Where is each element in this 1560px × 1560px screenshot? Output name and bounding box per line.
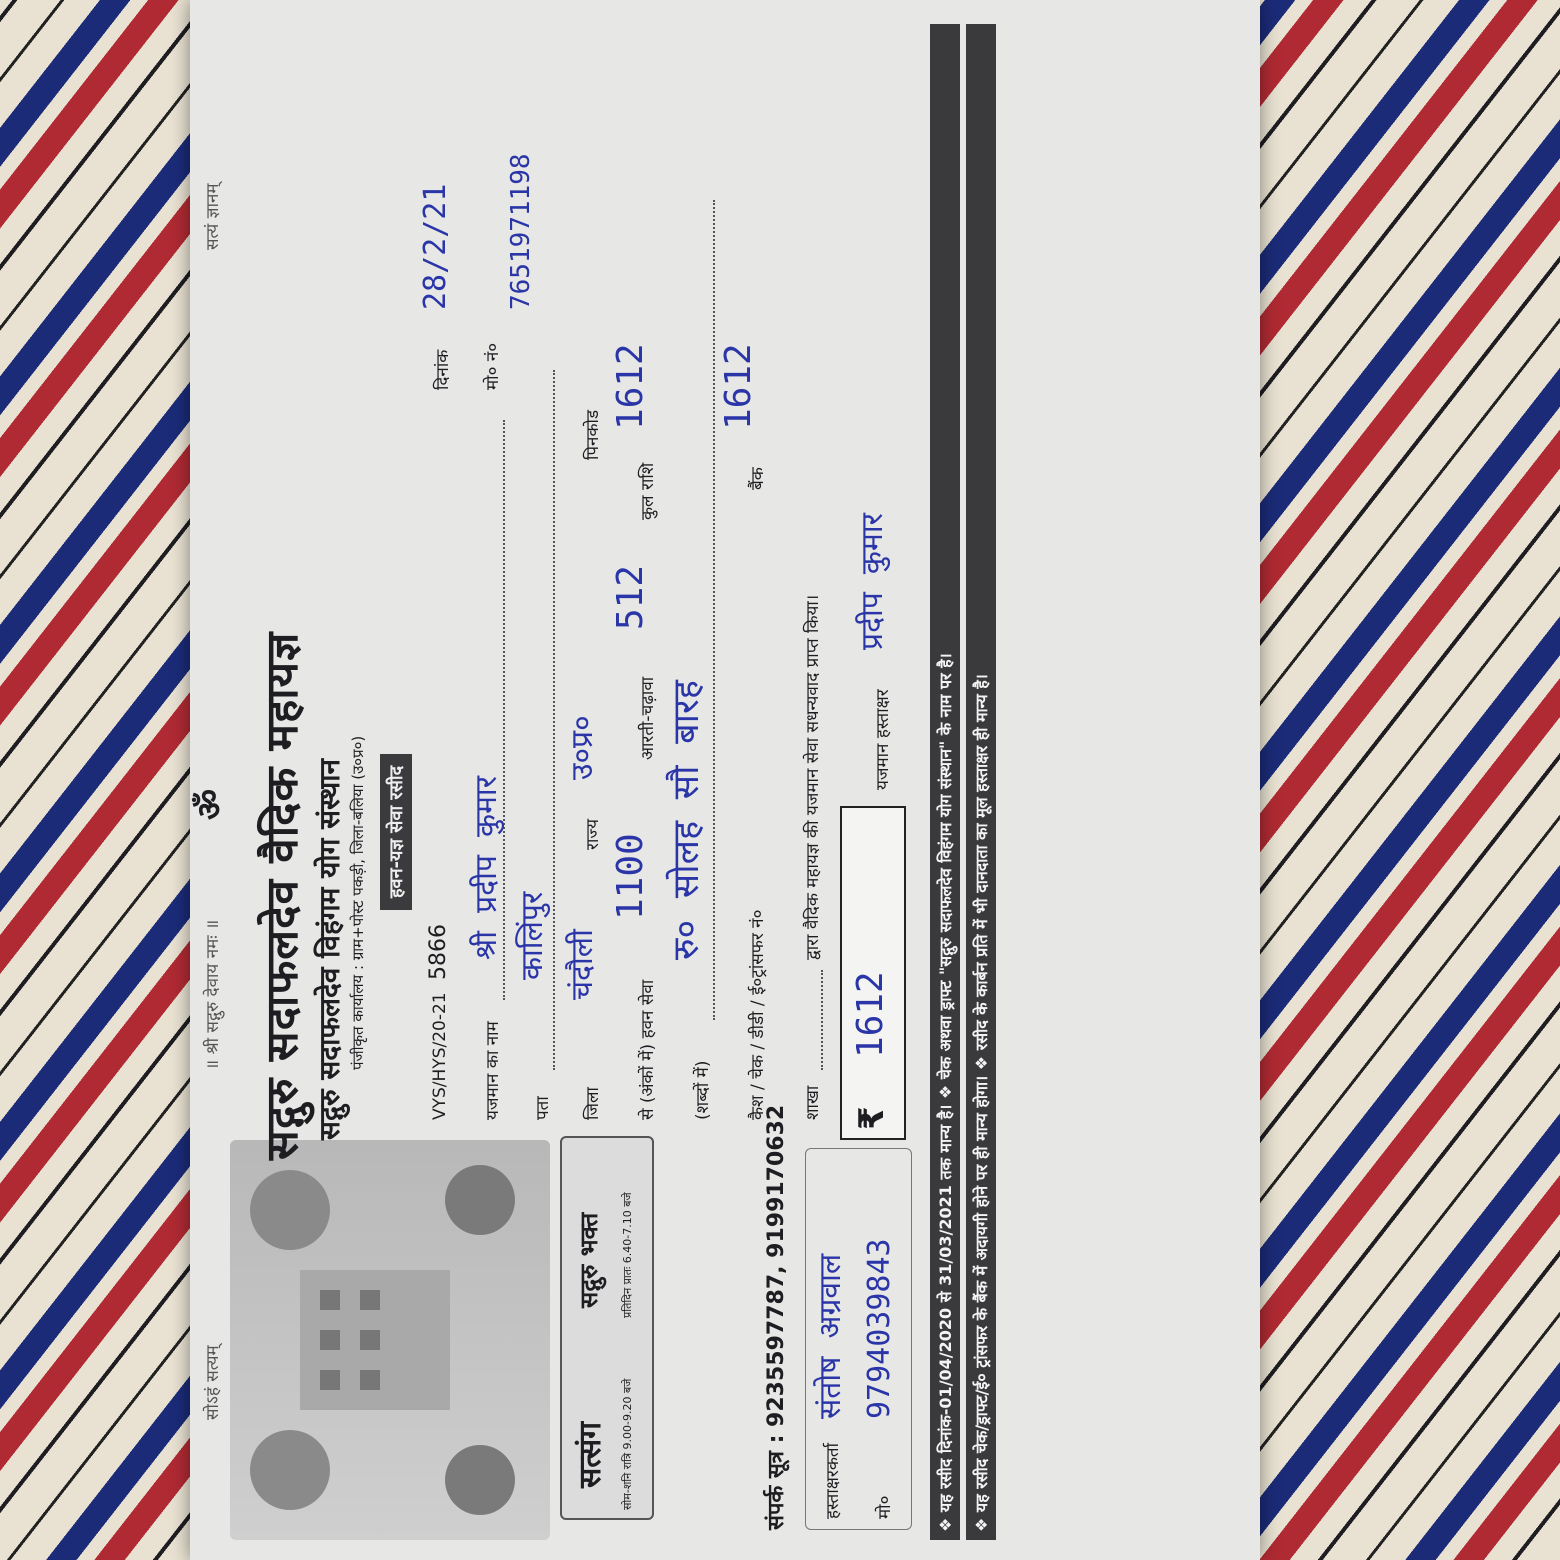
aarti-value: 512	[610, 564, 651, 630]
words-value: रु० सोलह सौ बारह	[666, 680, 707, 960]
amount-box	[840, 806, 906, 1140]
total-value: 1612	[610, 343, 651, 430]
tv-ad-box	[560, 1136, 654, 1520]
contact-numbers: संपर्क सूत्र : 9235597787, 9199170632	[764, 1104, 789, 1530]
district-label: जिला	[583, 1087, 603, 1120]
header-left-text: सोऽहं सत्यम्	[203, 1345, 223, 1420]
receipt-number-value: 5866	[426, 924, 451, 980]
footer-note-2: ❖ यह रसीद चेक/ड्राफ्ट/ई० ट्रांसफर के बैंक में अदायगी होने पर ही मान्य होगा। ❖ रसीद के कार्बन प्रति में भी दानदाता का मूल हस्ताक्षर ही मान्य है।	[966, 24, 996, 1540]
header-center-text: ॥ श्री सद्गुरु देवाय नमः ॥	[203, 919, 223, 1070]
mobile-value: 7651971198	[506, 153, 536, 310]
date-label: दिनांक	[433, 349, 453, 390]
aarti-label: आरती-चढ़ावा	[638, 676, 658, 760]
amount-digits-label: से (अंकों में) हवन सेवा	[638, 979, 658, 1120]
yajman-sign-label: यजमान हस्ताक्षर	[873, 689, 893, 790]
mobile-label: मो० नं०	[483, 342, 503, 390]
receipt-title: सद्गुरु सदाफलदेव वैदिक महायज्ञ	[257, 631, 308, 1160]
receiver-value: संतोष अग्रवाल	[813, 1253, 848, 1419]
tv-channel-name: सत्संग	[573, 1421, 608, 1488]
receipt-type-badge: हवन-यज्ञ सेवा रसीद	[380, 754, 412, 910]
state-label: राज्य	[583, 819, 603, 850]
magazine-name: सद्गुरु भक्त	[575, 1212, 603, 1308]
pincode-label: पिनकोड	[583, 409, 603, 460]
receiver-mobile-value: 9794039843	[862, 1238, 897, 1419]
date-value: 28/2/21	[418, 183, 453, 310]
district-value: चंदौली	[565, 929, 600, 1000]
receipt-number-label: VYS/HYS/20-21	[430, 992, 450, 1120]
payment-label: कैश / चेक / डीडी / ई०ट्रांसफर नं०	[748, 909, 768, 1120]
state-value: उ०प्र०	[565, 715, 600, 780]
om-symbol: ॐ	[190, 788, 230, 820]
receipt-content	[190, 20, 1090, 1540]
receiver-label: हस्ताक्षरकर्ता	[823, 1442, 843, 1519]
yajman-sign-value: प्रदीप कुमार	[855, 513, 890, 650]
address-label: पता	[533, 1096, 553, 1120]
org-address: पंजीकृत कार्यालय : ग्राम+पोस्ट पकड़ी, जिला-बलिया (उ०प्र०)	[349, 735, 367, 1070]
rupee-symbol: ₹	[852, 1106, 892, 1130]
bank-value: 1612	[718, 343, 759, 430]
receiver-mobile-label: मो०	[875, 1495, 895, 1519]
yajman-name-label: यजमान का नाम	[483, 1021, 503, 1120]
branch-label: शाखा	[803, 1085, 823, 1120]
words-label: (शब्दों में)	[693, 1060, 713, 1120]
header-right-text: सत्यं ज्ञानम्	[203, 183, 223, 250]
ashram-illustration-icon	[230, 1140, 550, 1540]
guru-images	[230, 1140, 550, 1540]
receiver-box	[805, 1148, 912, 1530]
amount-box-value: 1612	[850, 971, 891, 1058]
amount-digits-value: 1100	[610, 833, 651, 920]
total-label: कुल राशि	[638, 462, 658, 520]
branch-suffix: द्वारा वैदिक महायज्ञ की यजमान सेवा सधन्यवाद प्राप्त किया।	[803, 594, 823, 960]
yajman-name-value: श्री प्रदीप कुमार	[469, 776, 504, 960]
bank-label: बैंक	[748, 467, 768, 490]
schedule-2: सोम-शनि रात्रि 9.00-9.20 बजे	[621, 1378, 634, 1510]
address-value: कालिंपुर	[515, 891, 550, 980]
schedule-1: प्रतिदिन प्रातः 6.40-7.10 बजे	[621, 1192, 634, 1318]
footer-note-1: ❖ यह रसीद दिनांक-01/04/2020 से 31/03/2021 तक मान्य है। ❖ चेक अथवा ड्राफ्ट "सद्गुरु सदाफलदेव विहंगम योग संस्थान" के नाम पर है।	[930, 24, 960, 1540]
receipt-subtitle: सद्गुरु सदाफलदेव विहंगम योग संस्थान	[313, 758, 346, 1140]
